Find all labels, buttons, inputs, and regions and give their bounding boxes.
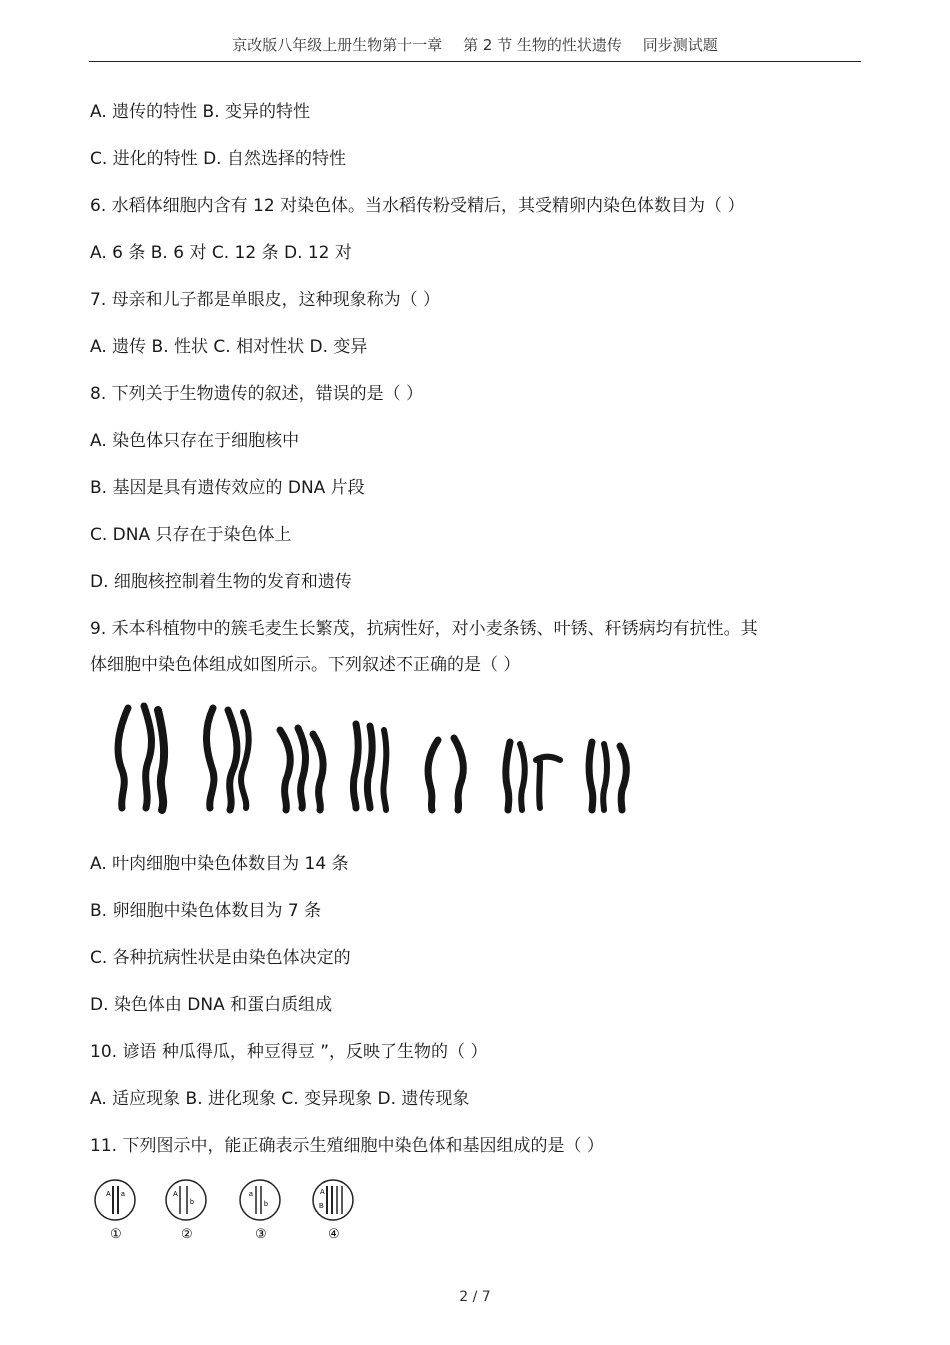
- cell-circle-icon: [310, 1178, 356, 1244]
- cell-2-allele-2: b: [190, 1199, 194, 1206]
- cell-diagram-2: [163, 1178, 209, 1248]
- q8-option-d: D. 细胞核控制着生物的发育和遗传: [90, 572, 352, 592]
- cell-1-allele-2: a: [121, 1191, 125, 1198]
- q8-option-a: A. 染色体只存在于细胞核中: [90, 431, 300, 451]
- q11-stem: 11. 下列图示中，能正确表示生殖细胞中染色体和基因组成的是（ ）: [90, 1136, 604, 1156]
- header-book-title: 京改版八年级上册生物第十一章: [232, 36, 443, 54]
- cell-circle-icon: [237, 1178, 283, 1244]
- cell-3-allele-1: a: [249, 1191, 253, 1198]
- q7-options: A. 遗传 B. 性状 C. 相对性状 D. 变异: [90, 337, 368, 357]
- q9-stem-line2: 体细胞中染色体组成如图所示。下列叙述不正确的是（ ）: [90, 655, 521, 675]
- cell-3-allele-2: b: [264, 1201, 268, 1208]
- cell-1-number: ①: [110, 1226, 122, 1241]
- header-rule: [89, 61, 861, 62]
- cell-4-allele-2: B: [319, 1203, 324, 1210]
- q10-options: A. 适应现象 B. 进化现象 C. 变异现象 D. 遗传现象: [90, 1089, 470, 1109]
- q9-option-c: C. 各种抗病性状是由染色体决定的: [90, 948, 351, 968]
- cell-diagram-3: [237, 1178, 283, 1248]
- q9-option-a: A. 叶肉细胞中染色体数目为 14 条: [90, 854, 349, 874]
- header-test-title: 同步测试题: [642, 36, 718, 54]
- q9-option-d: D. 染色体由 DNA 和蛋白质组成: [90, 995, 333, 1015]
- q6-options: A. 6 条 B. 6 对 C. 12 条 D. 12 对: [90, 243, 352, 263]
- karyotype-figure: [108, 700, 638, 815]
- q7-stem: 7. 母亲和儿子都是单眼皮，这种现象称为（ ）: [90, 290, 441, 310]
- cell-circle-icon: [163, 1178, 209, 1244]
- q8-stem: 8. 下列关于生物遗传的叙述，错误的是（ ）: [90, 384, 424, 404]
- cell-circle-icon: [92, 1178, 138, 1244]
- header-section-title: 第 2 节 生物的性状遗传: [463, 36, 622, 54]
- cell-2-allele-1: A: [173, 1191, 178, 1198]
- q6-stem: 6. 水稻体细胞内含有 12 对染色体。当水稻传粉受精后，其受精卵内染色体数目为（ ）: [90, 196, 745, 216]
- q9-stem-line1: 9. 禾本科植物中的簇毛麦生长繁茂，抗病性好，对小麦条锈、叶锈、秆锈病均有抗性。其: [90, 619, 758, 639]
- cell-diagram-4: [310, 1178, 356, 1248]
- cell-4-allele-1: A: [320, 1189, 325, 1196]
- page-number: 2 / 7: [459, 1289, 491, 1305]
- cell-diagram-1: [92, 1178, 138, 1248]
- q9-option-b: B. 卵细胞中染色体数目为 7 条: [90, 901, 322, 921]
- q5-options-ab: A. 遗传的特性 B. 变异的特性: [90, 102, 311, 122]
- q5-options-cd: C. 进化的特性 D. 自然选择的特性: [90, 149, 346, 169]
- cell-4-number: ④: [328, 1226, 340, 1241]
- page-header: [0, 34, 950, 55]
- q8-option-b: B. 基因是具有遗传效应的 DNA 片段: [90, 478, 365, 498]
- q10-stem: 10. 谚语 种瓜得瓜，种豆得豆 ”，反映了生物的（ ）: [90, 1042, 488, 1062]
- cell-1-allele-1: A: [106, 1191, 111, 1198]
- cell-3-number: ③: [255, 1226, 267, 1241]
- q8-option-c: C. DNA 只存在于染色体上: [90, 525, 292, 545]
- cell-2-number: ②: [181, 1226, 193, 1241]
